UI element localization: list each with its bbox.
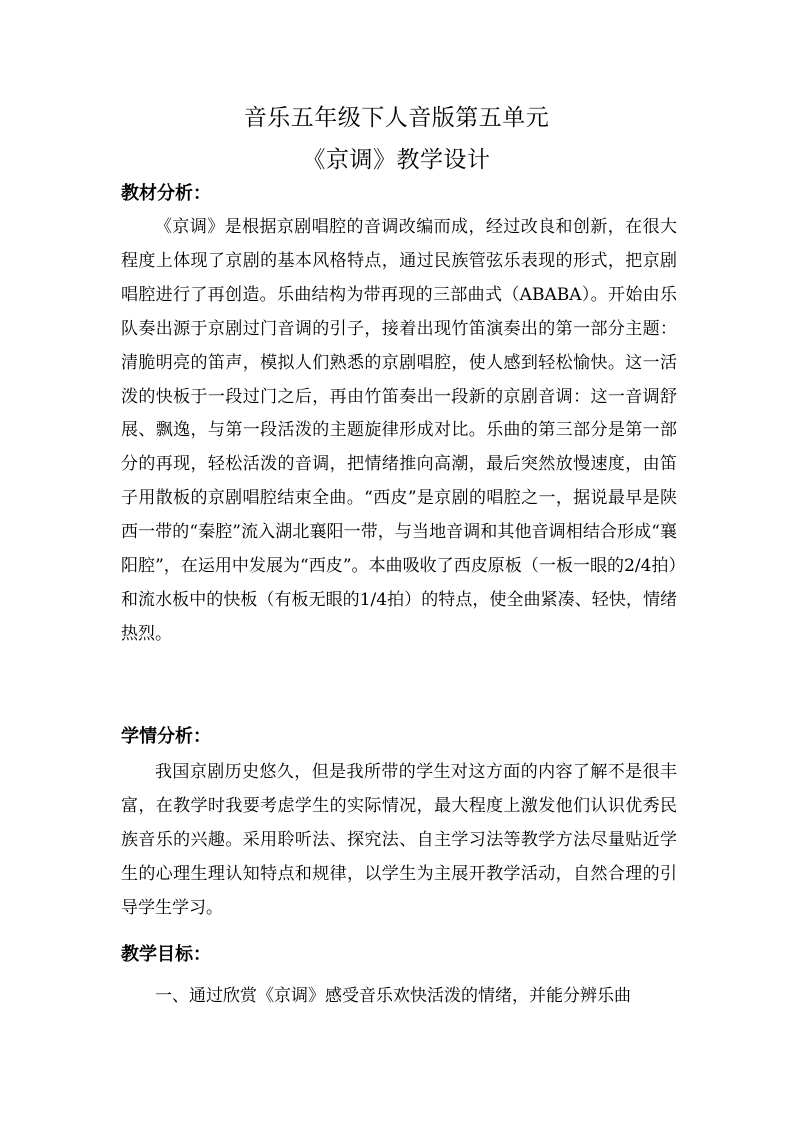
section-heading-material-analysis: 教材分析： <box>121 183 211 204</box>
section-heading-student-analysis: 学情分析： <box>121 726 211 747</box>
section-text-student-analysis: 我国京剧历史悠久，但是我所带的学生对这方面的内容了解不是很丰富，在教学时我要考虑学生的实际情况，最大程度上激发他们认识优秀民族音乐的兴趣。采用聆听法、探究法、自主学习法等教学方法尽量贴近学生的心理生理认知特点和规律，以学生为主展开教学活动，自然合理的引导学生学习。 <box>121 762 677 918</box>
section-heading-teaching-goals: 教学目标： <box>121 944 211 965</box>
document-subtitle: 《京调》教学设计 <box>302 147 491 173</box>
section-text-material-analysis: 《京调》是根据京剧唱腔的音调改编而成，经过改良和创新，在很大程度上体现了京剧的基本风格特点，通过民族管弦乐表现的形式，把京剧唱腔进行了再创造。乐曲结构为带再现的三部曲式（ABABA）。开始由乐队奏出源于京剧过门音调的引子，接着出现竹笛演奏出的第一部分主题：清脆明亮的笛声，模拟人们熟悉的京剧唱腔，使人感到轻松愉快。这一活泼的快板于一段过门之后，再由竹笛奏出一段新的京剧音调：这一音调舒展、飘逸，与第一段活泼的主题旋律形成对比。乐曲的第三部分是第一部分的再现，轻松活泼的音调，把情绪推向高潮，最后突然放慢速度，由笛子用散板的京剧唱腔结束全曲。“西皮”是京剧的唱腔之一，据说最早是陕西一带的“秦腔”流入湖北襄阳一带，与当地音调和其他音调相结合形成“襄阳腔”，在运用中发展为“西皮”。本曲吸收了西皮原板（一板一眼的2/4拍）和流水板中的快板（有板无眼的1/4拍）的特点，使全曲紧凑、轻快，情绪热烈。 <box>121 217 677 644</box>
document-title: 音乐五年级下人音版第五单元 <box>243 105 550 131</box>
section-text-teaching-goals: 一、通过欣赏《京调》感受音乐欢快活泼的情绪，并能分辨乐曲 <box>155 986 631 1006</box>
